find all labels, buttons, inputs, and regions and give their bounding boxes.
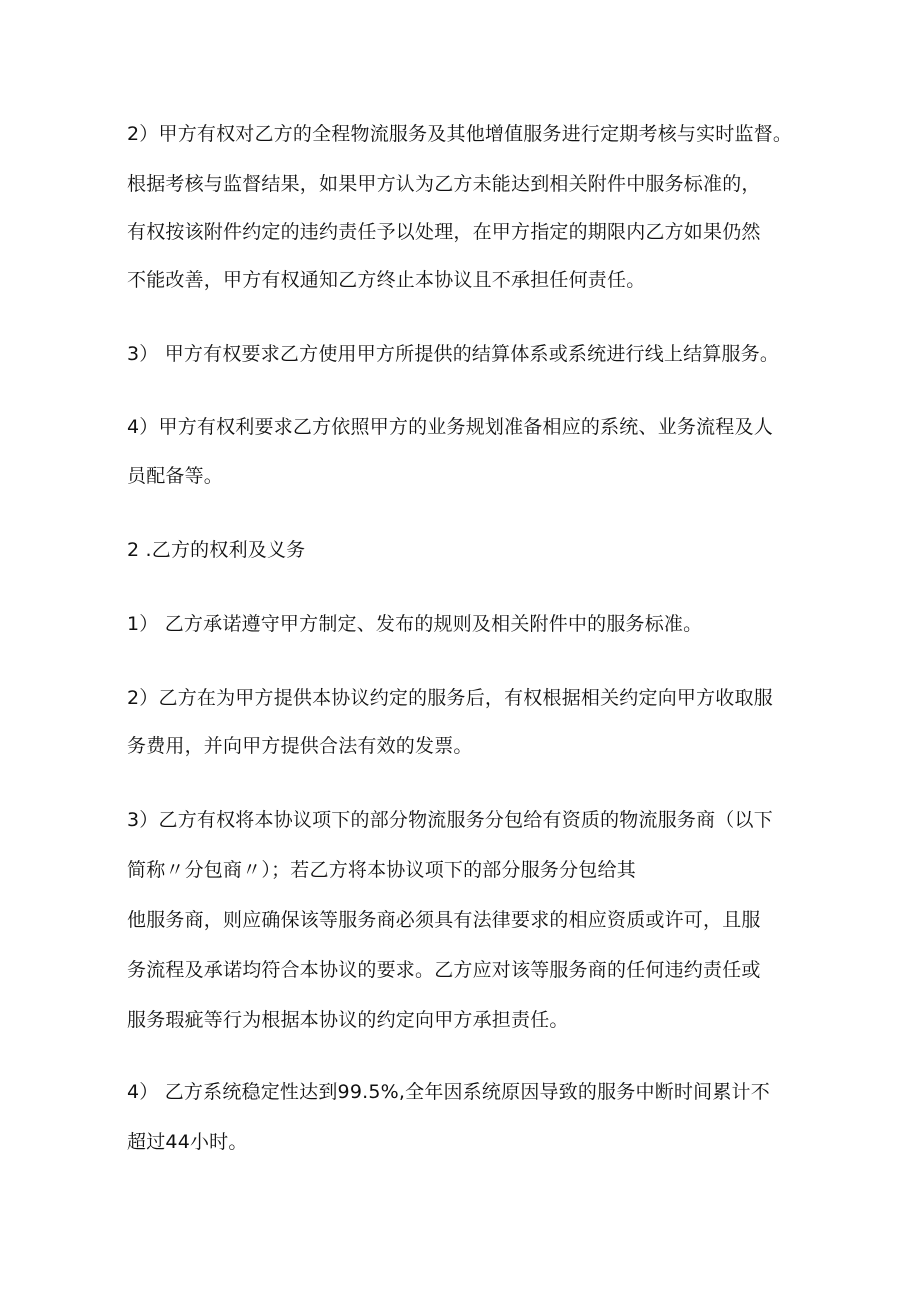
paragraph-line: 根据考核与监督结果，如果甲方认为乙方未能达到相关附件中服务标准的， (127, 173, 761, 195)
paragraph-line: 1） 乙方承诺遵守甲方制定、发布的规则及相关附件中的服务标准。 (127, 613, 703, 635)
paragraph-line: 2）乙方在为甲方提供本协议约定的服务后，有权根据相关约定向甲方收取服 (127, 687, 773, 709)
paragraph-line: 2）甲方有权对乙方的全程物流服务及其他增值服务进行定期考核与实时监督。 (127, 123, 793, 145)
section-heading: 2 .乙方的权利及义务 (127, 539, 306, 561)
paragraph-line: 简称〃分包商〃）；若乙方将本协议项下的部分服务分包给其 (127, 859, 636, 881)
paragraph-line: 3） 甲方有权要求乙方使用甲方所提供的结算体系或系统进行线上结算服务。 (127, 343, 780, 365)
paragraph-line: 服务瑕疵等行为根据本协议的约定向甲方承担责任。 (127, 1009, 569, 1031)
paragraph-line: 3）乙方有权将本协议项下的部分物流服务分包给有资质的物流服务商（以下 (127, 809, 773, 831)
paragraph-line: 超过44小时。 (127, 1131, 248, 1153)
paragraph-line: 不能改善，甲方有权通知乙方终止本协议且不承担任何责任。 (127, 269, 646, 291)
paragraph-line: 他服务商，则应确保该等服务商必须具有法律要求的相应资质或许可，且服 (127, 909, 761, 931)
paragraph-line: 务流程及承诺均符合本协议的要求。乙方应对该等服务商的任何违约责任或 (127, 959, 761, 981)
paragraph-line: 4）甲方有权利要求乙方依照甲方的业务规划准备相应的系统、业务流程及人 (127, 416, 773, 438)
paragraph-line: 务费用，并向甲方提供合法有效的发票。 (127, 735, 473, 757)
paragraph-line: 员配备等。 (127, 465, 224, 487)
paragraph-line: 有权按该附件约定的违约责任予以处理，在甲方指定的期限内乙方如果仍然 (127, 221, 761, 243)
paragraph-line: 4） 乙方系统稳定性达到99.5%,全年因系统原因导致的服务中断时间累计不 (127, 1081, 770, 1103)
